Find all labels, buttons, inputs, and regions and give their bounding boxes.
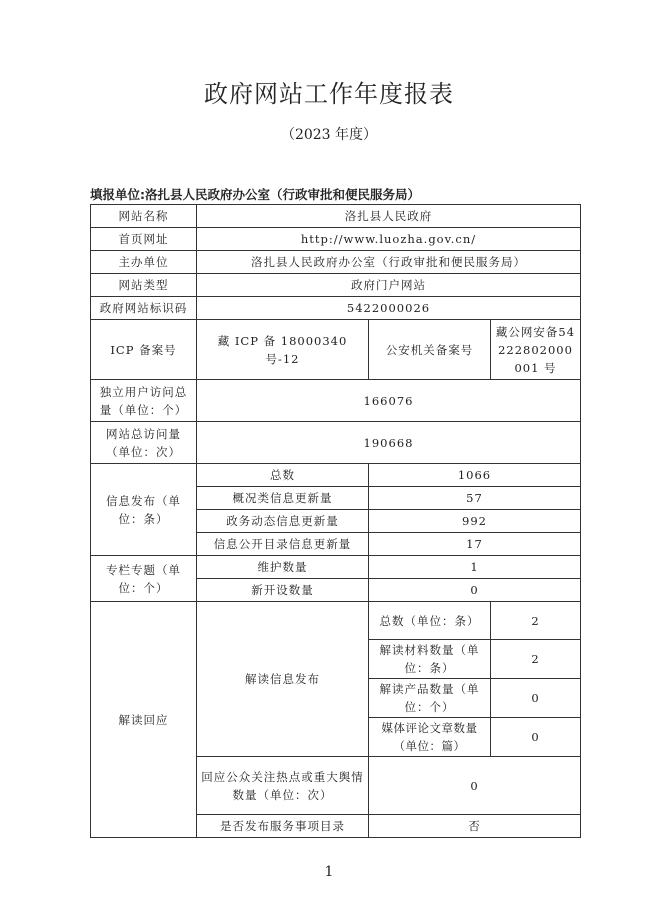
report-table xyxy=(90,204,581,838)
icp-label: ICP 备案号 xyxy=(91,320,197,380)
interpret-item-label: 总数（单位：条） xyxy=(369,602,491,640)
icp-value: 藏 ICP 备 18000340 号-12 xyxy=(197,320,369,380)
sponsor-value: 洛扎县人民政府办公室（行政审批和便民服务局） xyxy=(197,251,581,274)
interpret-item-label: 媒体评论文章数量（单位：篇） xyxy=(369,718,491,757)
police-value: 藏公网安备54222802000001 号 xyxy=(491,320,581,380)
info-item-label: 概况类信息更新量 xyxy=(197,487,369,510)
info-item-value: 57 xyxy=(369,487,581,510)
service-label: 是否发布服务事项目录 xyxy=(197,815,369,838)
report-year: （2023 年度） xyxy=(280,127,378,143)
info-item-label: 政务动态信息更新量 xyxy=(197,510,369,533)
table-row xyxy=(91,422,581,464)
table-row xyxy=(91,464,581,487)
site-type-label: 网站类型 xyxy=(91,274,197,297)
info-item-value: 1066 xyxy=(369,464,581,487)
info-item-value: 992 xyxy=(369,510,581,533)
interpret-item-value: 2 xyxy=(491,602,581,640)
site-name-label: 网站名称 xyxy=(91,205,197,228)
site-type-value: 政府门户网站 xyxy=(197,274,581,297)
uv-label: 独立用户访问总量（单位：个） xyxy=(91,380,197,422)
homepage-value: http://www.luozha.gov.cn/ xyxy=(197,228,581,251)
table-row xyxy=(91,380,581,422)
site-id-label: 政府网站标识码 xyxy=(91,297,197,320)
interpret-item-value: 0 xyxy=(491,718,581,757)
info-item-label: 总数 xyxy=(197,464,369,487)
table-row xyxy=(91,297,581,320)
interpret-item-value: 0 xyxy=(491,679,581,718)
table-row xyxy=(91,274,581,297)
filler-unit: 填报单位:洛扎县人民政府办公室（行政审批和便民服务局） xyxy=(90,187,420,202)
hotspot-value: 0 xyxy=(369,757,581,815)
column-label: 专栏专题（单位：个） xyxy=(91,556,197,602)
homepage-label: 首页网址 xyxy=(91,228,197,251)
table-row xyxy=(91,556,581,579)
column-item-label: 维护数量 xyxy=(197,556,369,579)
column-item-value: 0 xyxy=(369,579,581,602)
table-row xyxy=(91,320,581,380)
info-item-label: 信息公开目录信息更新量 xyxy=(197,533,369,556)
service-value: 否 xyxy=(369,815,581,838)
info-label: 信息发布（单位：条） xyxy=(91,464,197,556)
interpret-item-value: 2 xyxy=(491,640,581,679)
uv-value: 166076 xyxy=(197,380,581,422)
info-item-value: 17 xyxy=(369,533,581,556)
interpret-publish-label: 解读信息发布 xyxy=(197,602,369,757)
sponsor-label: 主办单位 xyxy=(91,251,197,274)
table-row xyxy=(91,205,581,228)
pv-label: 网站总访问量（单位：次） xyxy=(91,422,197,464)
page-title: 政府网站工作年度报表 xyxy=(204,80,454,108)
interpret-item-label: 解读产品数量（单位：个） xyxy=(369,679,491,718)
interpret-label: 解读回应 xyxy=(91,602,197,838)
page-number: 1 xyxy=(324,864,334,880)
site-id-value: 5422000026 xyxy=(197,297,581,320)
column-item-value: 1 xyxy=(369,556,581,579)
police-label: 公安机关备案号 xyxy=(369,320,491,380)
column-item-label: 新开设数量 xyxy=(197,579,369,602)
pv-value: 190668 xyxy=(197,422,581,464)
interpret-item-label: 解读材料数量（单位：条） xyxy=(369,640,491,679)
table-row xyxy=(91,228,581,251)
table-row xyxy=(91,251,581,274)
hotspot-label: 回应公众关注热点或重大舆情数量（单位：次） xyxy=(197,757,369,815)
table-row xyxy=(91,602,581,640)
site-name-value: 洛扎县人民政府 xyxy=(197,205,581,228)
